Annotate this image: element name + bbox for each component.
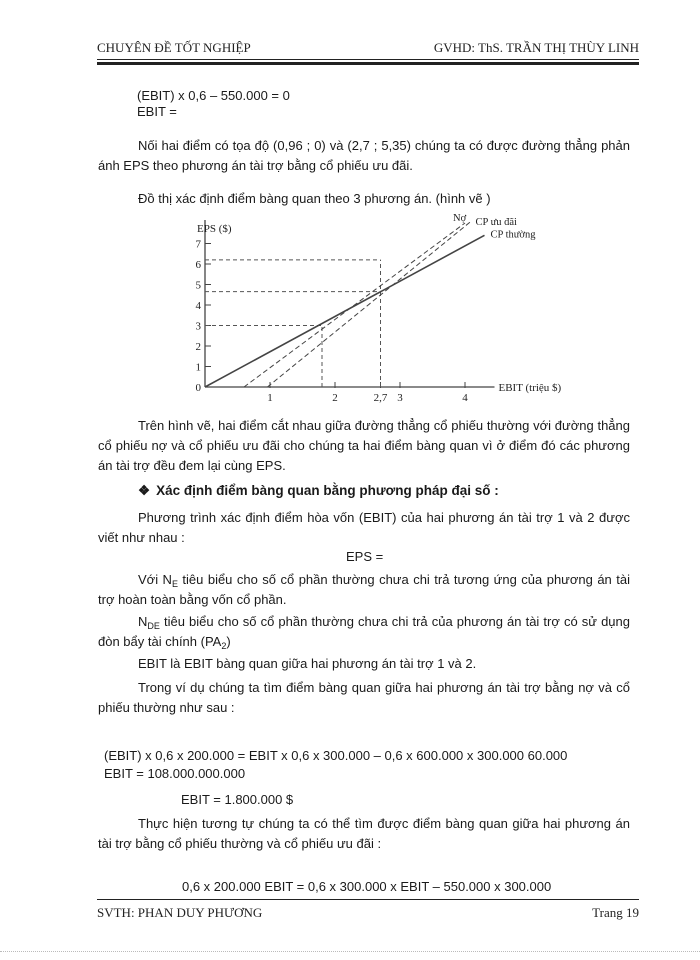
equation-debt-common: (EBIT) x 0,6 x 200.000 = EBIT x 0,6 x 300.000 – 0,6 x 600.000 x 300.000 60.000 xyxy=(104,748,568,763)
series-line xyxy=(205,235,485,387)
equation-ebit-result: EBIT = 1.800.000 $ xyxy=(181,792,294,807)
page-footer xyxy=(97,905,639,923)
nde-text-a: N xyxy=(138,614,148,629)
eps-chart xyxy=(180,212,580,404)
eps-formula: EPS = xyxy=(346,549,384,564)
y-tick-label: 0 xyxy=(195,382,201,394)
figure-caption: Đồ thị xác định điểm bàng quan theo 3 phương án. (hình vẽ ) xyxy=(138,191,491,206)
paragraph-nde-definition xyxy=(98,612,630,652)
y-tick-label: 7 xyxy=(195,238,201,251)
paragraph-debt-example: Trong ví dụ chúng ta tìm điểm bàng quan giữa hai phương án tài trợ bằng nợ và cổ phiếu thường như sau : xyxy=(98,680,630,715)
x-tick-label: 3 xyxy=(397,392,403,404)
footer-rule xyxy=(97,899,639,900)
pa-subscript: 2 xyxy=(221,641,227,651)
nde-subscript: DE xyxy=(147,621,160,631)
x-axis-label: EBIT (triệu $) xyxy=(498,382,562,394)
paragraph-ebit-definition: EBIT là EBIT bàng quan giữa hai phương án tài trợ 1 và 2. xyxy=(138,656,477,671)
page-edge-dotted xyxy=(0,951,700,952)
series-label: Nợ xyxy=(453,213,467,224)
header-supervisor: GVHD: ThS. TRẦN THỊ THÙY LINH xyxy=(433,40,639,55)
ne-subscript: E xyxy=(171,579,178,589)
header-rule-thin xyxy=(97,59,639,60)
section-heading xyxy=(138,483,499,499)
x-tick-label: 2,7 xyxy=(373,392,388,404)
y-tick-label: 3 xyxy=(195,320,201,333)
footer-page-number: Trang 19 xyxy=(592,905,639,920)
header-rule-thick xyxy=(97,62,639,65)
diamond-bullet-icon: ❖ xyxy=(138,483,151,498)
series-label: CP thường xyxy=(490,229,536,241)
equation-ebit-zero: (EBIT) x 0,6 – 550.000 = 0 xyxy=(137,88,290,103)
x-tick-label: 4 xyxy=(462,392,468,404)
paragraph-indifference-points: Trên hình vẽ, hai điểm cắt nhau giữa đường thẳng cổ phiếu thường với đường thẳng cổ phiếu nợ và cổ phiếu ưu đãi cho chúng ta hai điểm bàng quan vì ở điểm đó các phương án tài trợ đều đem lại cùng EPS. xyxy=(98,418,630,473)
y-axis-label: EPS ($) xyxy=(197,223,232,235)
ne-text-a: Với N xyxy=(138,572,172,587)
equation-preferred-common: 0,6 x 200.000 EBIT = 0,6 x 300.000 x EBIT – 550.000 x 300.000 xyxy=(182,879,552,894)
paragraph-ne-definition xyxy=(98,570,630,610)
nde-text-b: tiêu biểu cho số cổ phần thường chưa chi trả của phương án tài trợ có sử dụng đòn bẩy tài chính (PA xyxy=(98,614,630,649)
header-title: CHUYÊN ĐỀ TỐT NGHIỆP xyxy=(97,40,251,55)
ne-text-b: tiêu biểu cho số cổ phần thường chưa chi trả tương ứng của phương án tài trợ hoàn toàn bằng vốn cổ phần. xyxy=(98,572,630,607)
nde-text-c: ) xyxy=(226,634,231,649)
page-header xyxy=(97,40,639,58)
x-tick-label: 1 xyxy=(267,392,273,404)
equation-ebit: EBIT = xyxy=(137,104,177,119)
series-line xyxy=(267,221,471,387)
y-tick-label: 4 xyxy=(195,300,201,312)
paragraph-preferred-line: Nối hai điểm có tọa độ (0,96 ; 0) và (2,7 ; 5,35) chúng ta có được đường thẳng phản ánh EPS theo phương án tài trợ bằng cổ phiếu ưu đãi. xyxy=(98,138,630,173)
y-tick-label: 1 xyxy=(195,361,201,374)
y-tick-label: 5 xyxy=(195,279,201,292)
x-tick-label: 2 xyxy=(332,392,338,404)
y-tick-label: 2 xyxy=(195,341,201,353)
equation-ebit-product: EBIT = 108.000.000.000 xyxy=(104,766,246,781)
heading-text: Xác định điểm bàng quan bằng phương pháp đại số : xyxy=(156,483,499,498)
series-label: CP ưu đãi xyxy=(475,216,517,228)
footer-student: SVTH: PHAN DUY PHƯƠNG xyxy=(97,905,263,920)
paragraph-breakeven-equation: Phương trình xác định điểm hòa vốn (EBIT) của hai phương án tài trợ 1 và 2 được viết như nhau : xyxy=(98,510,630,545)
paragraph-preferred-example: Thực hiện tương tự chúng ta có thể tìm được điểm bàng quan giữa hai phương án tài trợ bằng cổ phiếu thường và cổ phiếu ưu đãi : xyxy=(98,816,630,851)
y-tick-label: 6 xyxy=(195,259,201,271)
